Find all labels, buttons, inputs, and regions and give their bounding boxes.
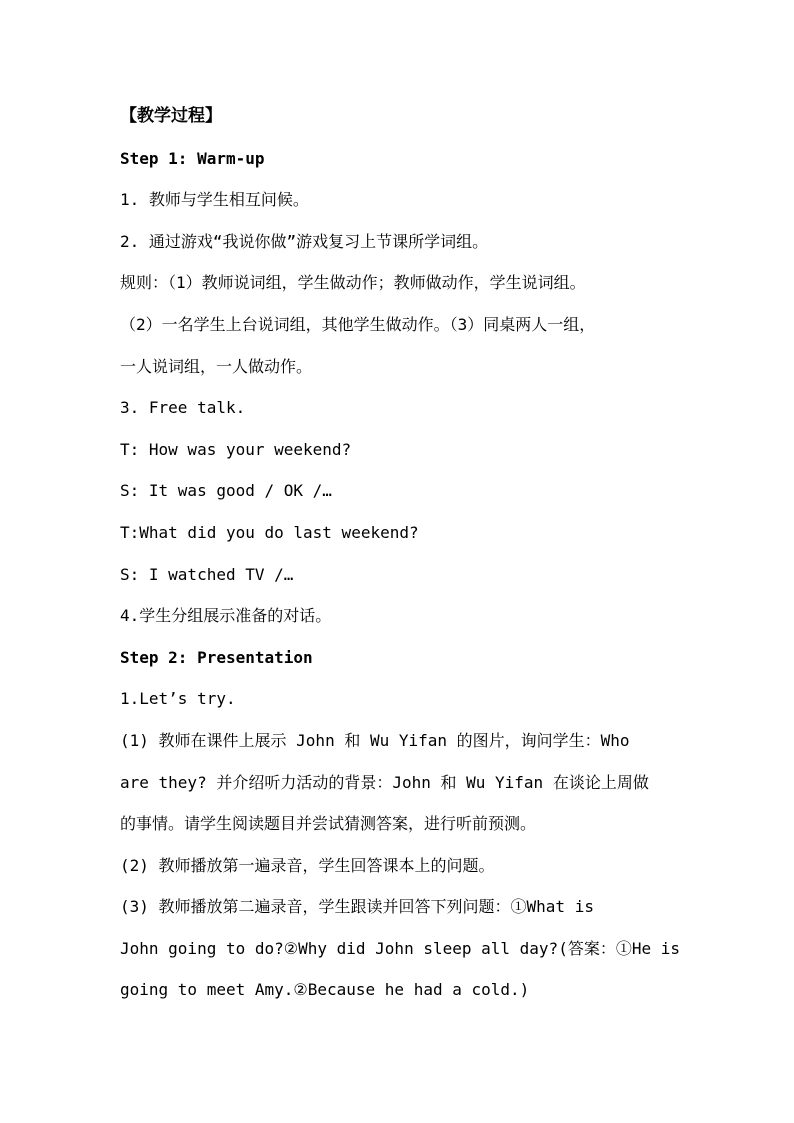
step2-title: Step 2: Presentation — [120, 647, 313, 667]
step1-title: Step 1: Warm-up — [120, 148, 265, 168]
dialog-line-3: T:What did you do last weekend? — [120, 522, 419, 542]
dialog-line-4: S: I watched TV /… — [120, 564, 294, 584]
lesson-process-section — [120, 96, 680, 1011]
step2-p1-line1: (1) 教师在课件上展示 John 和 Wu Yifan 的图片，询问学生：Who — [120, 730, 630, 750]
step2-p3-line3: going to meet Amy.②Because he had a cold.) — [120, 980, 530, 1000]
step1-item1: 1. 教师与学生相互问候。 — [120, 190, 309, 210]
dialog-line-2: S: It was good / OK /… — [120, 481, 332, 501]
step1-item3: 3. Free talk. — [120, 398, 246, 418]
step2-p1-line3: 的事情。请学生阅读题目并尝试猜测答案，进行听前预测。 — [120, 814, 537, 834]
step2-p2-line1: (2) 教师播放第一遍录音，学生回答课本上的问题。 — [120, 855, 495, 875]
step2-p1-line2: are they? 并介绍听力活动的背景：John 和 Wu Yifan 在谈论上周做 — [120, 772, 649, 792]
section-heading: 【教学过程】 — [120, 106, 222, 126]
step1-rules-line3: 一人说词组，一人做动作。 — [120, 356, 313, 376]
dialog-line-1: T: How was your weekend? — [120, 439, 352, 459]
step1-rules-line2: （2）一名学生上台说词组，其他学生做动作。（3）同桌两人一组， — [120, 314, 596, 334]
step2-p3-line2: John going to do?②Why did John sleep all day?(答案：①He is — [120, 938, 680, 958]
step1-item4: 4.学生分组展示准备的对话。 — [120, 606, 332, 626]
step2-item1: 1.Let’s try. — [120, 689, 236, 709]
step2-p3-line1: (3) 教师播放第二遍录音，学生跟读并回答下列问题：①What is — [120, 897, 594, 917]
step1-rules-line1: 规则：（1）教师说词组，学生做动作；教师做动作，学生说词组。 — [120, 273, 586, 293]
step1-item2: 2. 通过游戏“我说你做”游戏复习上节课所学词组。 — [120, 231, 489, 251]
